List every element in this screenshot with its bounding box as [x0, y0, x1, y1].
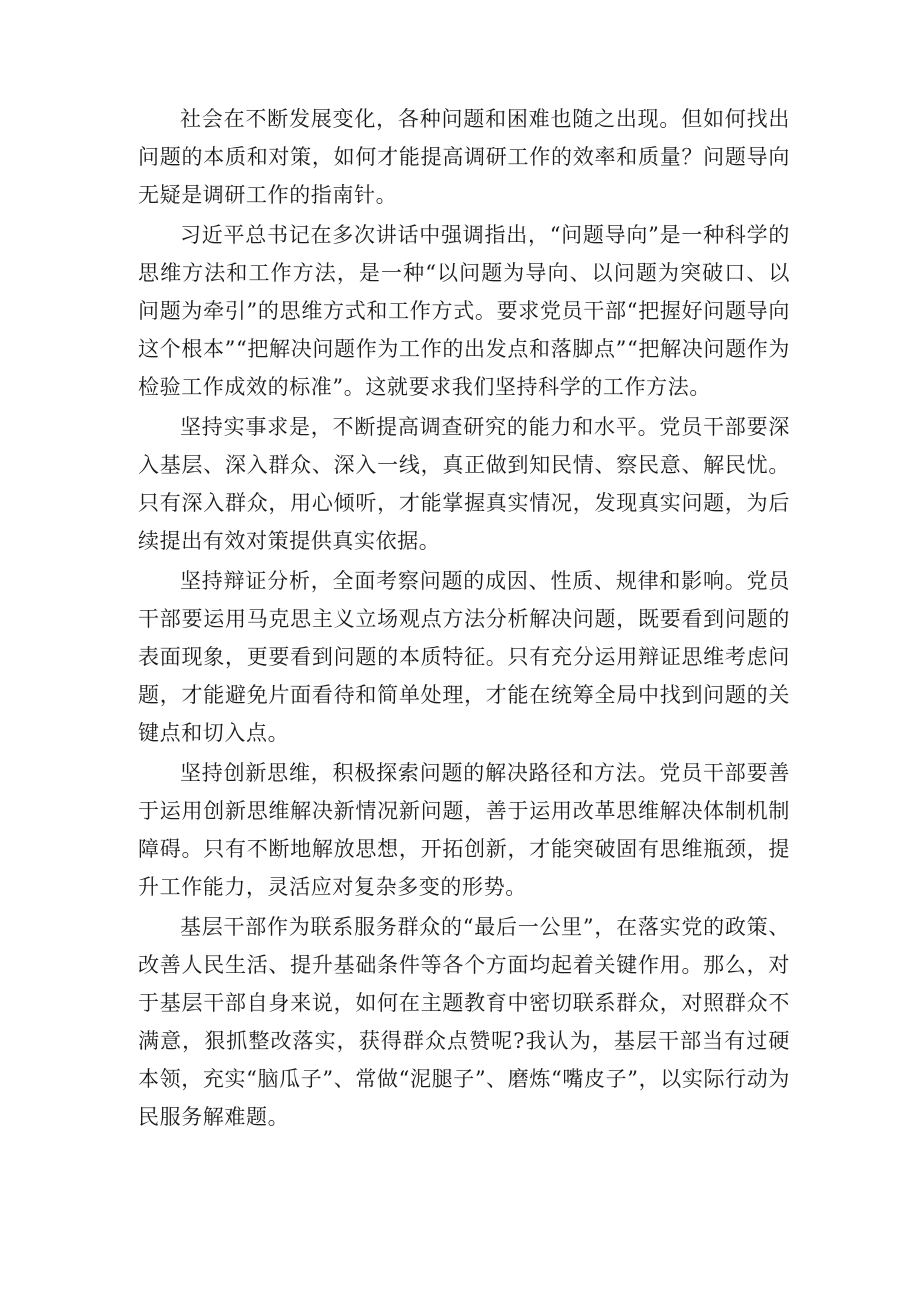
paragraph-innovative-thinking: 坚持创新思维，积极探索问题的解决路径和方法。党员干部要善于运用创新思维解决新情况新问题，善于运用改革思维解决体制机制障碍。只有不断地解放思想，开拓创新，才能突破固有思维瓶颈，提升工作能力，灵活应对复杂多变的形势。 [138, 761, 790, 899]
paragraph-xi-speech-quote: 习近平总书记在多次讲话中强调指出，“问题导向”是一种科学的思维方法和工作方法，是一种“以问题为导向、以问题为突破口、以问题为牵引”的思维方式和工作方式。要求党员干部“把握好问题导向这个根本”“把解决问题作为工作的出发点和落脚点”“把解决问题作为检验工作成效的标准”。这就要求我们坚持科学的工作方法。 [138, 223, 790, 399]
paragraph-problem-orientation-intro: 社会在不断发展变化，各种问题和困难也随之出现。但如何找出问题的本质和对策，如何才能提高调研工作的效率和质量？问题导向无疑是调研工作的指南针。 [138, 107, 790, 207]
paragraph-grassroots-cadres: 基层干部作为联系服务群众的“最后一公里”，在落实党的政策、改善人民生活、提升基础条件等各个方面均起着关键作用。那么，对于基层干部自身来说，如何在主题教育中密切联系群众，对照群众不满意，狠抓整改落实，获得群众点赞呢?我认为，基层干部当有过硬本领，充实“脑瓜子”、常做“泥腿子”、磨炼“嘴皮子”，以实际行动为民服务解难题。 [138, 915, 790, 1129]
paragraph-dialectical-analysis: 坚持辩证分析，全面考察问题的成因、性质、规律和影响。党员干部要运用马克思主义立场观点方法分析解决问题，既要看到问题的表面现象，更要看到问题的本质特征。只有充分运用辩证思维考虑问题，才能避免片面看待和简单处理，才能在统筹全局中找到问题的关键点和切入点。 [138, 569, 790, 745]
document-body [138, 100, 790, 1136]
paragraph-seek-truth-from-facts: 坚持实事求是，不断提高调查研究的能力和水平。党员干部要深入基层、深入群众、深入一线，真正做到知民情、察民意、解民忧。只有深入群众，用心倾听，才能掌握真实情况，发现真实问题，为后续提出有效对策提供真实依据。 [138, 415, 790, 553]
